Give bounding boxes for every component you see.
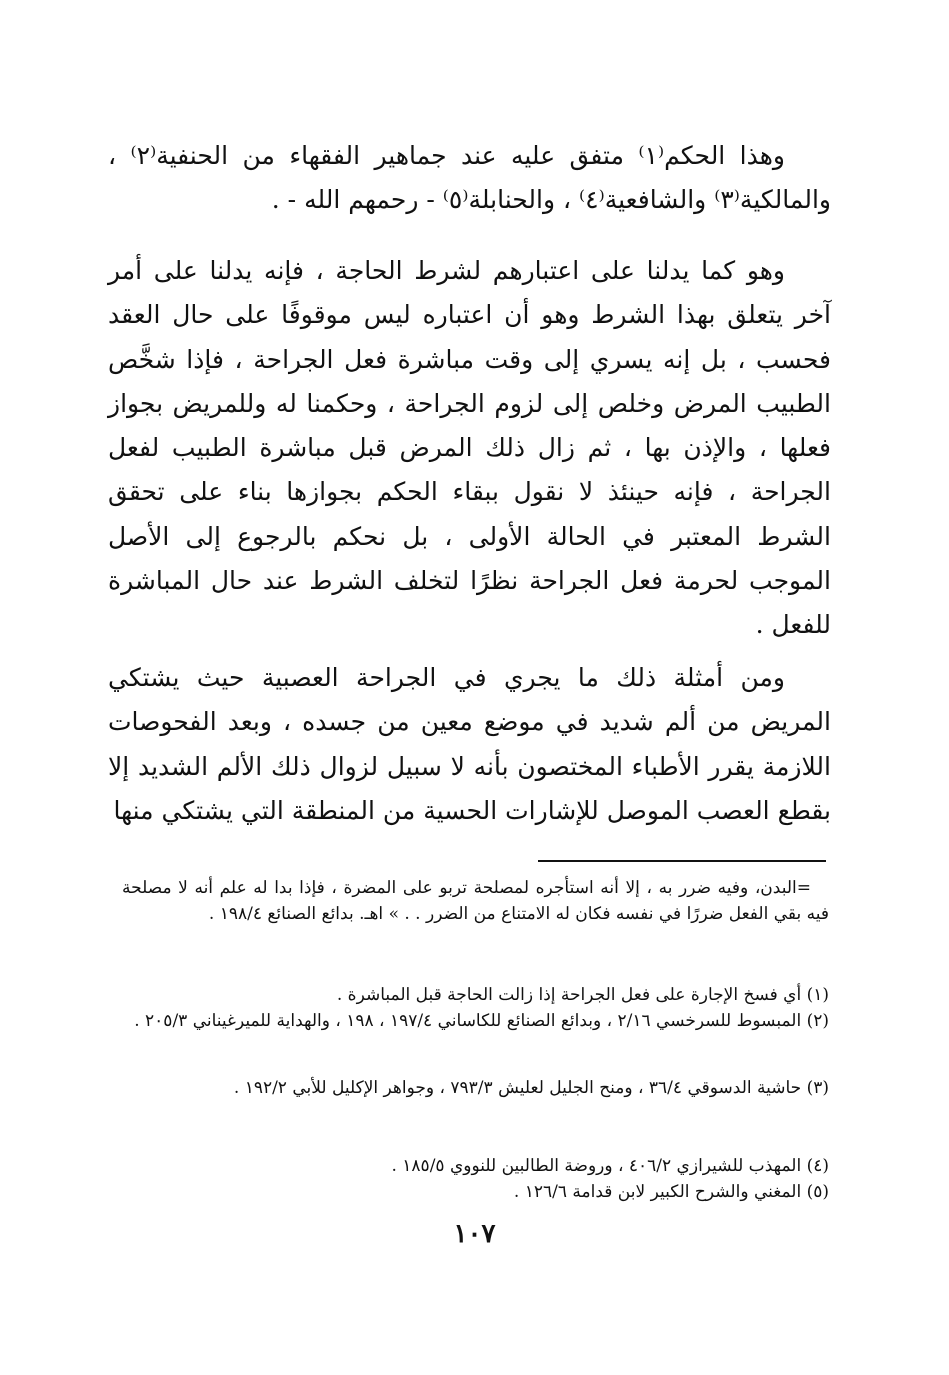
footnote-1 <box>122 982 829 1008</box>
footnote-text: (٤) المهذب للشيرازي ٤٠٦/٢ ، وروضة الطالبين للنووي ١٨٥/٥ . <box>391 1156 829 1176</box>
footnote-2 <box>122 1008 829 1034</box>
body-paragraph-3 <box>108 656 831 833</box>
body-paragraph-1 <box>108 134 831 223</box>
footnote-4 <box>122 1153 829 1179</box>
footnote-text: (٢) المبسوط للسرخسي ٢/١٦ ، وبدائع الصنائع للكاساني ١٩٧/٤ ، ١٩٨ ، والهداية للميرغيناني ٢٠٥/٣ . <box>134 1011 829 1031</box>
footnote-5 <box>122 1179 829 1205</box>
footnote-continuation <box>122 875 829 927</box>
footnote-text: (١) أي فسخ الإجارة على فعل الجراحة إذا زالت الحاجة قبل المباشرة . <box>336 985 829 1005</box>
page-number: ١٠٧ <box>453 1219 496 1249</box>
paragraph-text: وهذا الحكم⁽١⁾ متفق عليه عند جماهير الفقهاء من الحنفية⁽٢⁾ ، والمالكية⁽٣⁾ والشافعية⁽٤⁾ ، والحنابلة⁽٥⁾ - رحمهم الله - . <box>108 141 831 215</box>
paragraph-text: وهو كما يدلنا على اعتبارهم لشرط الحاجة ، فإنه يدلنا على أمر آخر يتعلق بهذا الشرط وهو أن اعتباره ليس موقوفًا على حال العقد فحسب ، بل إنه يسري إلى وقت مباشرة فعل الجراحة ، فإذا شخَّص الطبيب المرض وخلص إلى لزوم الجراحة ، وحكمنا له وللمريض بجواز فعلها ، والإذن بها ، ثم زال ذلك المرض قبل مباشرة الطبيب لفعل الجراحة ، فإنه حينئذ لا نقول ببقاء الحكم بجوازها بناء على تحقق الشرط المعتبر في الحالة الأولى ، بل نحكم بالرجوع إلى الأصل الموجب لحرمة فعل الجراحة نظرًا لتخلف الشرط عند حال المباشرة للفعل . <box>108 256 831 640</box>
footnote-3 <box>122 1075 829 1101</box>
footnote-text: =البدن، وفيه ضرر به ، إلا أنه استأجره لمصلحة تربو على المضرة ، فإذا بدا له علم أنه لا مصلحة فيه بقي الفعل ضررًا في نفسه فكان له الامتناع من الضرر . . » اهـ. بدائع الصنائع ١٩٨/٤ . <box>122 878 829 924</box>
footnote-text: (٣) حاشية الدسوقي ٣٦/٤ ، ومنح الجليل لعليش ٧٩٣/٣ ، وجواهر الإكليل للأبي ١٩٢/٢ . <box>233 1078 829 1098</box>
footnote-separator <box>538 860 826 862</box>
body-paragraph-2 <box>108 249 831 648</box>
footnote-text: (٥) المغني والشرح الكبير لابن قدامة ١٢٦/٦ . <box>513 1182 829 1202</box>
paragraph-text: ومن أمثلة ذلك ما يجري في الجراحة العصبية حيث يشتكي المريض من ألم شديد في موضع معين من جسده ، وبعد الفحوصات اللازمة يقرر الأطباء المختصون بأنه لا سبيل لزوال ذلك الألم الشديد إلا بقطع العصب الموصل للإشارات الحسية من المنطقة التي يشتكي منها <box>108 663 831 825</box>
